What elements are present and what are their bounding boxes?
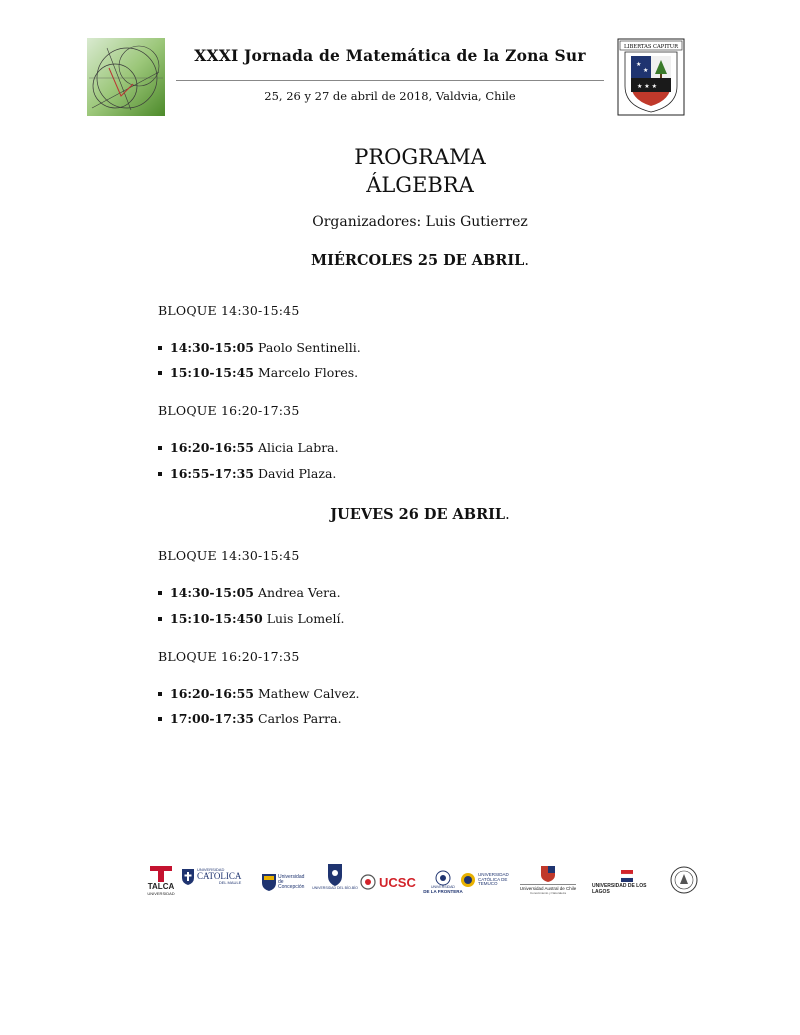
talk-speaker: David Plaza. [258, 466, 337, 481]
talk-time: 14:30-15:05 [170, 340, 254, 355]
block-label: BLOQUE 16:20-17:35 [158, 649, 300, 664]
conference-dates-location: 25, 26 y 27 de abril de 2018, Valdvia, Chile [264, 89, 516, 103]
temuco-line2: CATÓLICA DE [478, 876, 508, 882]
sponsor-temuco [460, 872, 509, 888]
talca-t-icon [150, 866, 172, 882]
bullet-icon [158, 446, 162, 450]
program-area-title: ÁLGEBRA [366, 173, 474, 197]
university-crest-logo [617, 38, 685, 116]
block-label: BLOQUE 14:30-15:45 [158, 548, 300, 563]
los-lagos-flag-icon [621, 870, 633, 882]
talk-time: 15:10-15:45 [170, 365, 254, 380]
bullet-icon [158, 346, 162, 350]
day-title-suffix: . [524, 253, 529, 269]
catolica-name: CATOLICA [197, 871, 242, 881]
day-title-thursday [0, 506, 800, 523]
austral-sub: Conocimiento y Naturaleza [529, 891, 567, 895]
temuco-emblem-icon [460, 872, 476, 888]
talk-item [158, 611, 345, 626]
frontera-name: DE LA FRONTERA [423, 888, 463, 894]
sponsor-seal [670, 866, 698, 894]
bullet-icon [158, 692, 162, 696]
biobio-crest-icon [327, 864, 343, 886]
talk-speaker: Mathew Calvez. [258, 686, 360, 701]
conference-title: XXXI Jornada de Matemática de la Zona Sur [194, 46, 586, 65]
talk-time: 15:10-15:450 [170, 611, 263, 626]
block-label: BLOQUE 14:30-15:45 [158, 303, 300, 318]
frontera-emblem-icon [434, 870, 452, 886]
concepcion-name: Universidad de Concepción [278, 874, 305, 890]
frontera-top: UNIVERSIDAD [431, 885, 455, 889]
talk-time: 17:00-17:35 [170, 711, 254, 726]
svg-text:★: ★ [643, 67, 649, 74]
los-lagos-name: UNIVERSIDAD DE LOS LAGOS [592, 883, 647, 895]
day-title-text: MIÉRCOLES 25 DE ABRIL [311, 252, 525, 269]
ucsc-name: UCSC [379, 874, 416, 890]
crest-motto: LIBERTAS CAPITUR [623, 44, 679, 50]
sponsor-talca [144, 866, 178, 896]
program-title: PROGRAMA [354, 145, 486, 169]
talk-item [158, 365, 358, 380]
sponsor-austral [512, 866, 584, 895]
sponsor-biobio [310, 864, 360, 890]
organizers-line [0, 214, 800, 230]
talk-time: 16:20-16:55 [170, 440, 254, 455]
talk-item [158, 711, 342, 726]
talk-speaker: Paolo Sentinelli. [258, 340, 361, 355]
organizers-label: Organizadores: [312, 214, 422, 230]
talk-time: 14:30-15:05 [170, 585, 254, 600]
university-crest-icon [617, 38, 685, 116]
geometry-logo-icon [87, 38, 165, 116]
bullet-icon [158, 591, 162, 595]
day-title-wednesday [0, 252, 800, 269]
talk-speaker: Marcelo Flores. [258, 365, 359, 380]
talk-item [158, 440, 339, 455]
sponsor-concepcion [262, 874, 308, 891]
bullet-icon [158, 472, 162, 476]
talk-item [158, 686, 359, 701]
temuco-line1: UNIVERSIDAD [478, 871, 509, 877]
austral-name: Universidad Austral de Chile [519, 886, 577, 891]
concepcion-shield-icon [262, 874, 276, 891]
day-title-text: JUEVES 26 DE ABRIL [330, 506, 506, 523]
sponsor-frontera [423, 870, 463, 894]
catolica-top: UNIVERSIDAD [197, 867, 225, 872]
talk-speaker: Alicia Labra. [258, 440, 339, 455]
talk-speaker: Carlos Parra. [258, 711, 342, 726]
sponsor-ucsc [360, 874, 416, 890]
bullet-icon [158, 371, 162, 375]
talk-time: 16:55-17:35 [170, 466, 254, 481]
svg-text:★: ★ [636, 61, 642, 68]
university-seal-icon [670, 866, 698, 894]
temuco-line3: TEMUCO [478, 881, 498, 887]
header-divider [176, 80, 604, 81]
conference-logo [87, 38, 165, 116]
bullet-icon [158, 617, 162, 621]
catolica-shield-icon [182, 869, 194, 885]
svg-text:★ ★ ★: ★ ★ ★ [637, 83, 657, 90]
block-label: BLOQUE 16:20-17:35 [158, 403, 300, 418]
talk-time: 16:20-16:55 [170, 686, 254, 701]
day-title-suffix: . [505, 507, 510, 523]
sponsor-los-lagos [592, 870, 662, 895]
ucsc-emblem-icon [360, 874, 376, 890]
organizers-name: Luis Gutierrez [425, 214, 528, 230]
talk-item [158, 466, 336, 481]
austral-crest-icon [541, 866, 555, 882]
catolica-sub: DEL MAULE [218, 880, 242, 885]
talca-name: TALCA [147, 882, 175, 891]
talca-sub: UNIVERSIDAD [147, 891, 175, 896]
talk-item [158, 585, 341, 600]
talk-speaker: Andrea Vera. [258, 585, 341, 600]
talk-speaker: Luis Lomelí. [266, 611, 345, 626]
sponsor-catolica-maule [182, 868, 241, 885]
sponsor-logos-row [140, 860, 700, 910]
biobio-name: UNIVERSIDAD DEL BÍO-BÍO [312, 886, 358, 890]
talk-item [158, 340, 361, 355]
bullet-icon [158, 717, 162, 721]
